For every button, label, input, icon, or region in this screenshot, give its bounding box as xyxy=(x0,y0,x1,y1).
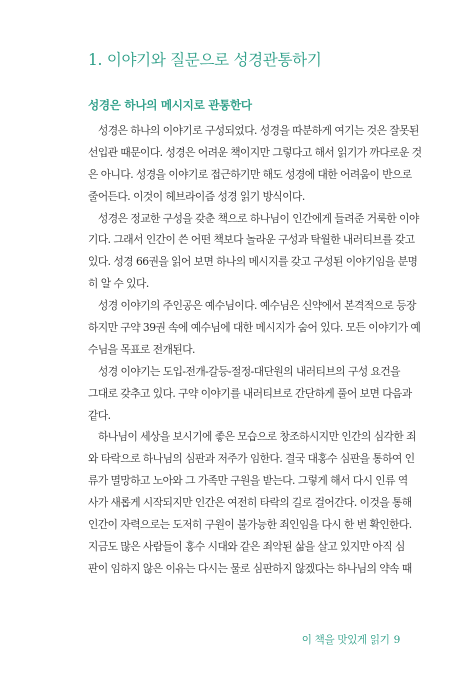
text-line: 성경은 정교한 구성을 갖춘 책으로 하나님이 인간에게 들려준 거룩한 이야 xyxy=(98,211,419,225)
text-line: 선입관 때문이다. 성경은 어려운 책이지만 그렇다고 해서 읽기가 까다로운 것 xyxy=(88,145,422,159)
page-footer xyxy=(302,632,400,647)
text-line: 성경 이야기의 주인공은 예수님이다. 예수님은 신약에서 본격적으로 등장 xyxy=(98,299,416,313)
text-line: 와 타락으로 하나님의 심판과 저주가 임한다. 결국 대홍수 심판을 통하여 인 xyxy=(88,452,415,466)
text-line: 줄어든다. 이것이 헤브라이즘 성경 읽기 방식이다. xyxy=(88,189,305,203)
text-line: 같다. xyxy=(88,408,111,422)
text-line: 류가 멸망하고 노아와 그 가족만 구원을 받는다. 그렇게 해서 다시 인류 역 xyxy=(88,474,408,488)
text-line: 판이 임하지 않은 이유는 다시는 물로 심판하지 않겠다는 하나님의 약속 때 xyxy=(88,561,412,575)
page-number: 9 xyxy=(393,634,400,646)
text-line: 하나님이 세상을 보시기에 좋은 모습으로 창조하시지만 인간의 심각한 죄 xyxy=(98,430,416,444)
text-line: 성경 이야기는 도입-전개-갈등-절정-대단원의 내러티브의 구성 요건을 xyxy=(98,364,401,378)
text-line: 기다. 그래서 인간이 쓴 어떤 책보다 놀라운 구성과 탁월한 내러티브를 갖고 xyxy=(88,233,415,247)
text-line: 은 아니다. 성경을 이야기로 접근하기만 해도 성경에 대한 어려움이 반으로 xyxy=(88,167,412,181)
text-line: 히 알 수 있다. xyxy=(88,277,149,291)
section-heading: 성경은 하나의 메시지로 관통한다 xyxy=(88,98,252,112)
chapter-title: 1. 이야기와 질문으로 성경관통하기 xyxy=(88,51,322,69)
text-line: 지금도 많은 사람들이 홍수 시대와 같은 죄악된 삶을 살고 있지만 아직 심 xyxy=(88,539,405,553)
body-text xyxy=(88,120,422,580)
text-line: 수님을 목표로 전개된다. xyxy=(88,342,195,356)
text-line: 하지만 구약 39권 속에 예수님에 대한 메시지가 숨어 있다. 모든 이야기가 예 xyxy=(88,321,421,335)
text-line: 인간이 자력으로는 도저히 구원이 불가능한 죄인임을 다시 한 번 확인한다. xyxy=(88,518,412,532)
text-line: 있다. 성경 66권을 읽어 보면 하나의 메시지를 갖고 구성된 이야기임을 분명 xyxy=(88,255,418,269)
text-line: 그대로 갖추고 있다. 구약 이야기를 내러티브로 간단하게 풀어 보면 다음과 xyxy=(88,386,412,400)
running-title: 이 책을 맛있게 읽기 xyxy=(301,634,390,646)
text-line: 사가 새롭게 시작되지만 인간은 여전히 타락의 길로 걸어간다. 이것을 통해 xyxy=(88,496,412,510)
text-line: 성경은 하나의 이야기로 구성되었다. 성경을 따분하게 여기는 것은 잘못된 xyxy=(98,124,419,137)
